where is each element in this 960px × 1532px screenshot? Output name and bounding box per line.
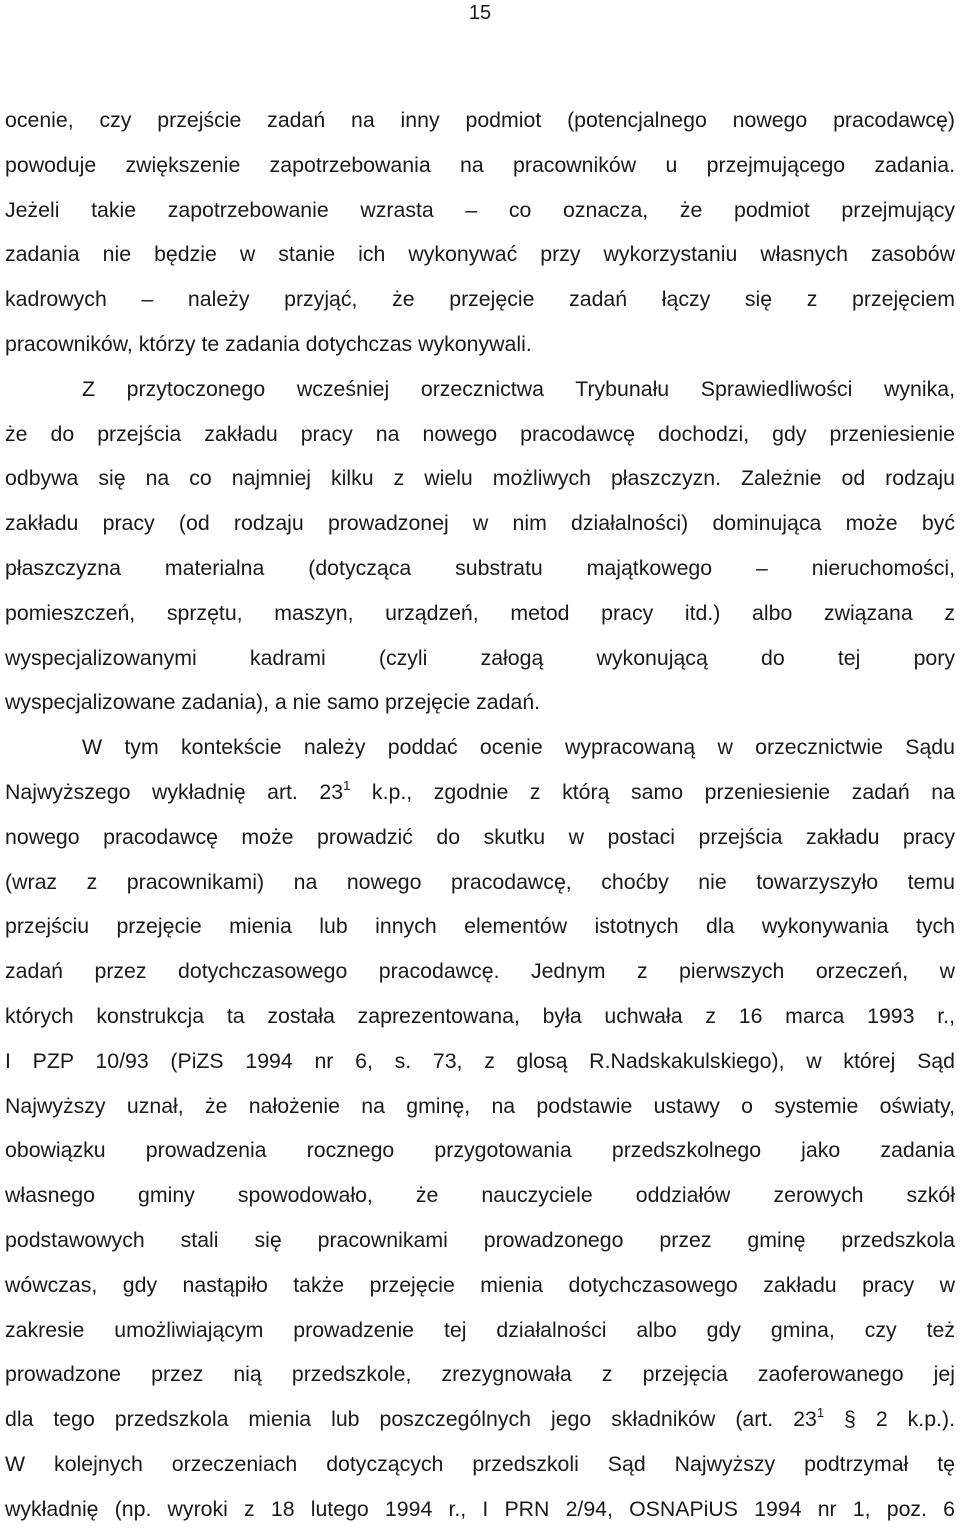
text-line-with-superscript: [5, 770, 955, 815]
paragraph-first-line: Z przytoczonego wcześniej orzecznictwa Trybunału Sprawiedliwości wynika,: [82, 376, 955, 401]
superscript: 1: [816, 1405, 825, 1421]
body-text: [5, 98, 955, 1532]
text-line: przejściu przejęcie mienia lub innych elementów istotnych dla wykonywania tych: [5, 914, 955, 939]
text-line: zadania nie będzie w stanie ich wykonywać przy wykorzystaniu własnych zasobów: [5, 242, 955, 267]
text-line-with-superscript: [5, 1397, 955, 1442]
text-line: prowadzone przez nią przedszkole, zrezygnowała z przejęcia zaoferowanego jej: [5, 1362, 955, 1387]
text-line: powoduje zwiększenie zapotrzebowania na pracowników u przejmującego zadania.: [5, 152, 955, 177]
text-line: W kolejnych orzeczeniach dotyczących przedszkoli Sąd Najwyższy podtrzymał tę: [5, 1451, 955, 1476]
text-line: wówczas, gdy nastąpiło także przejęcie mienia dotychczasowego zakładu pracy w: [5, 1272, 955, 1297]
text-line: ocenie, czy przejście zadań na inny podmiot (potencjalnego nowego pracodawcę): [5, 108, 955, 132]
text-line: których konstrukcja ta została zaprezentowana, była uchwała z 16 marca 1993 r.,: [5, 1003, 955, 1028]
text-line: że do przejścia zakładu pracy na nowego pracodawcę dochodzi, gdy przeniesienie: [5, 421, 955, 446]
superscript: 1: [343, 777, 351, 793]
text-segment: dla tego przedszkola mienia lub poszczególnych jego składników (art. 23: [5, 1407, 817, 1432]
text-line: (wraz z pracownikami) na nowego pracodawcę, choćby nie towarzyszyło temu: [5, 869, 955, 894]
paragraph-first-line: W tym kontekście należy poddać ocenie wypracowaną w orzecznictwie Sądu: [82, 735, 955, 760]
text-line: obowiązku prowadzenia rocznego przygotowania przedszkolnego jako zadania: [5, 1138, 955, 1163]
text-line: własnego gminy spowodowało, że nauczyciele oddziałów zerowych szkół: [5, 1183, 955, 1208]
text-line: wykładnię (np. wyroki z 18 lutego 1994 r., I PRN 2/94, OSNAPiUS 1994 nr 1, poz. 6: [5, 1496, 955, 1521]
text-line: zakresie umożliwiającym prowadzenie tej działalności albo gdy gmina, czy też: [5, 1317, 955, 1342]
text-line: Jeżeli takie zapotrzebowanie wzrasta – co oznacza, że podmiot przejmujący: [5, 197, 955, 222]
text-line: odbywa się na co najmniej kilku z wielu możliwych płaszczyzn. Zależnie od rodzaju: [5, 466, 955, 491]
page-number: 15: [468, 2, 492, 24]
text-segment: k.p., zgodnie z którą samo przeniesienie zadań na: [350, 779, 955, 804]
text-line: Najwyższy uznał, że nałożenie na gminę, na podstawie ustawy o systemie oświaty,: [5, 1093, 955, 1118]
text-line: nowego pracodawcę może prowadzić do skutku w postaci przejścia zakładu pracy: [5, 824, 955, 849]
text-segment: Najwyższego wykładnię art. 23: [5, 779, 344, 804]
text-line: pracowników, którzy te zadania dotychczas wykonywali.: [5, 331, 532, 356]
text-line: podstawowych stali się pracownikami prowadzonego przez gminę przedszkola: [5, 1227, 955, 1252]
text-line: płaszczyzna materialna (dotycząca substratu majątkowego – nieruchomości,: [5, 555, 955, 580]
text-segment: § 2 k.p.).: [824, 1407, 955, 1432]
text-line: wyspecjalizowane zadania), a nie samo przejęcie zadań.: [5, 690, 541, 715]
text-line: zakładu pracy (od rodzaju prowadzonej w nim działalności) dominująca może być: [5, 511, 955, 536]
text-line: zadań przez dotychczasowego pracodawcę. Jednym z pierwszych orzeczeń, w: [5, 959, 955, 984]
text-line: kadrowych – należy przyjąć, że przejęcie zadań łączy się z przejęciem: [5, 287, 955, 312]
text-line: I PZP 10/93 (PiZS 1994 nr 6, s. 73, z glosą R.Nadskakulskiego), w której Sąd: [5, 1048, 955, 1073]
text-line: pomieszczeń, sprzętu, maszyn, urządzeń, metod pracy itd.) albo związana z: [5, 600, 955, 625]
text-line: wyspecjalizowanymi kadrami (czyli załogą wykonującą do tej pory: [5, 645, 955, 670]
